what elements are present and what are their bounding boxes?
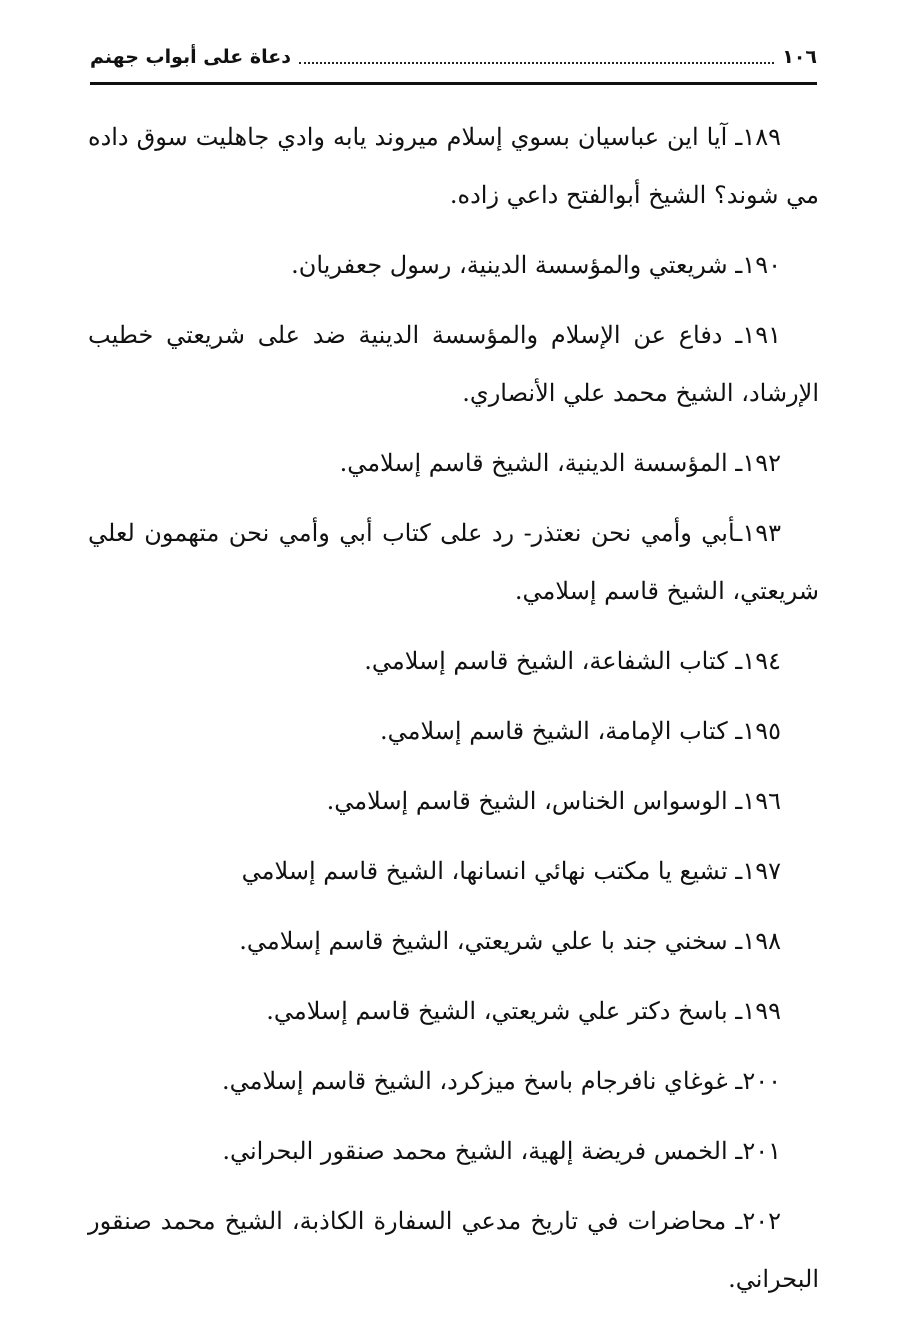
entry-dash: ـ [727,997,743,1025]
entry-text: محاضرات في تاريخ مدعي السفارة الكاذبة، الشيخ محمد صنقور البحراني. [88,1207,819,1293]
entry-number: ١٩٦ [742,787,781,815]
list-item [88,236,819,294]
list-item [88,1052,819,1110]
entry-number: ٢٠٠ [742,1067,781,1095]
entry-dash: ـ [722,321,743,349]
list-item [88,702,819,760]
list-item [88,434,819,492]
entry-text: غوغاي نافرجام باسخ ميزكرد، الشيخ قاسم إسلامي. [221,1067,728,1095]
entry-number: ١٩١ [742,321,781,349]
entry-text: دفاع عن الإسلام والمؤسسة الدينية ضد على شريعتي خطيب الإرشاد، الشيخ محمد علي الأنصاري. [88,321,819,407]
entry-dash: ـ [727,717,743,745]
entry-text: الخمس فريضة إلهية، الشيخ محمد صنقور البحراني. [222,1137,728,1165]
entry-text: باسخ دكتر علي شريعتي، الشيخ قاسم إسلامي. [266,997,728,1025]
entry-number: ١٩٢ [742,449,781,477]
list-item [88,504,819,620]
bibliography-list [88,108,819,1320]
page-header [90,38,817,72]
entry-dash: ـ [727,123,743,151]
entry-dash: ـ [727,251,743,279]
list-item [88,982,819,1040]
list-item [88,842,819,900]
entry-text: أبي وأمي نحن نعتذر- رد على كتاب أبي وأمي نحن متهمون لعلي شريعتي، الشيخ قاسم إسلامي. [88,519,819,605]
page-number: ١٠٦ [782,46,817,68]
list-item [88,306,819,422]
header-dot-leader [299,62,774,64]
list-item [88,108,819,224]
list-item [88,1192,819,1308]
entry-number: ١٩٥ [742,717,781,745]
entry-dash: ـ [727,449,743,477]
entry-dash: ـ [727,927,743,955]
entry-text: كتاب الإمامة، الشيخ قاسم إسلامي. [379,717,728,745]
entry-dash: ـ [735,519,743,547]
entry-number: ١٩٧ [742,857,781,885]
entry-text: كتاب الشفاعة، الشيخ قاسم إسلامي. [364,647,728,675]
entry-text: شريعتي والمؤسسة الدينية، رسول جعفريان. [291,251,728,279]
entry-number: ١٩٣ [742,519,781,547]
list-item [88,912,819,970]
entry-text: الوسواس الخناس، الشيخ قاسم إسلامي. [326,787,728,815]
entry-dash: ـ [727,787,743,815]
entry-number: ١٩٤ [742,647,781,675]
entry-dash: ـ [727,647,743,675]
entry-dash: ـ [727,857,743,885]
entry-number: ٢٠٢ [742,1207,781,1235]
entry-text: تشيع يا مكتب نهائي انسانها، الشيخ قاسم إسلامي [241,857,728,885]
entry-number: ٢٠١ [742,1137,781,1165]
running-title: دعاة على أبواب جهنم [90,46,291,68]
entry-text: آيا اين عباسيان بسوي إسلام ميروند يابه وادي جاهليت سوق داده مي شوند؟ الشيخ أبوالفتح داعي زاده. [88,123,819,209]
entry-number: ١٩٠ [742,251,781,279]
list-item [88,632,819,690]
header-rule [90,82,817,85]
entry-text: سخني جند با علي شريعتي، الشيخ قاسم إسلامي. [239,927,728,955]
entry-number: ١٨٩ [742,123,781,151]
list-item [88,1122,819,1180]
entry-dash: ـ [726,1207,743,1235]
entry-number: ١٩٩ [742,997,781,1025]
entry-number: ١٩٨ [742,927,781,955]
entry-text: المؤسسة الدينية، الشيخ قاسم إسلامي. [339,449,728,477]
entry-dash: ـ [727,1137,743,1165]
list-item [88,772,819,830]
entry-dash: ـ [727,1067,743,1095]
